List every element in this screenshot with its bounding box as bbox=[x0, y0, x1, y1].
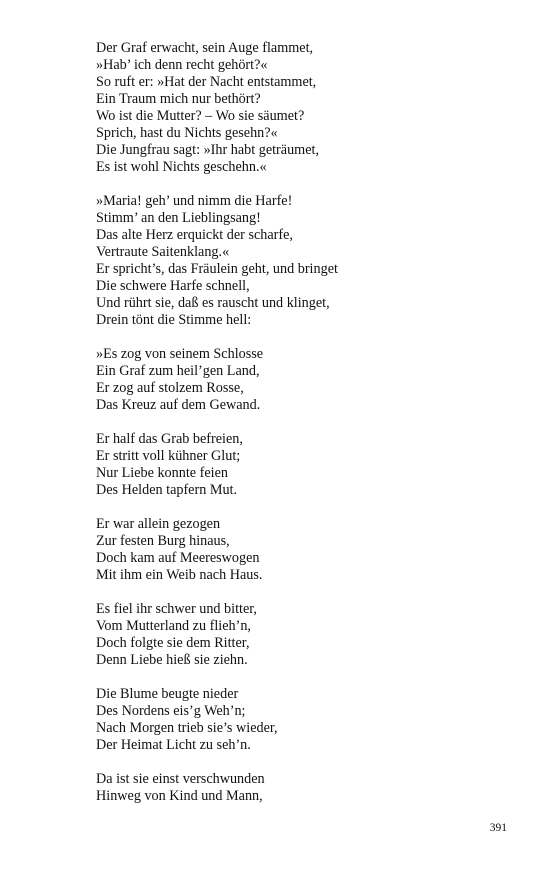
verse-line: Und rührt sie, daß es rauscht und klinget, bbox=[96, 295, 330, 311]
verse-line: Der Heimat Licht zu seh’n. bbox=[96, 737, 251, 753]
stanza bbox=[96, 771, 496, 805]
verse-line: Das alte Herz erquickt der scharfe, bbox=[96, 227, 293, 243]
verse-line: Es ist wohl Nichts geschehn.« bbox=[96, 159, 267, 175]
verse-line: Stimm’ an den Lieblingsang! bbox=[96, 210, 261, 226]
stanza bbox=[96, 431, 496, 499]
verse-line: Nur Liebe konnte feien bbox=[96, 465, 228, 481]
verse-line: Er war allein gezogen bbox=[96, 516, 221, 532]
verse-line: Hinweg von Kind und Mann, bbox=[96, 788, 263, 804]
verse-line: »Maria! geh’ und nimm die Harfe! bbox=[96, 193, 293, 209]
verse-line: Denn Liebe hieß sie ziehn. bbox=[96, 652, 248, 668]
verse-line: Mit ihm ein Weib nach Haus. bbox=[96, 567, 263, 583]
verse-line: Die Jungfrau sagt: »Ihr habt geträumet, bbox=[96, 142, 319, 158]
verse-line: Nach Morgen trieb sie’s wieder, bbox=[96, 720, 278, 736]
verse-line: Zur festen Burg hinaus, bbox=[96, 533, 230, 549]
verse-line: Sprich, hast du Nichts gesehn?« bbox=[96, 125, 278, 141]
verse-line: Drein tönt die Stimme hell: bbox=[96, 312, 252, 328]
verse-line: Es fiel ihr schwer und bitter, bbox=[96, 601, 257, 617]
verse-line: Wo ist die Mutter? – Wo sie säumet? bbox=[96, 108, 305, 124]
verse-line: Des Helden tapfern Mut. bbox=[96, 482, 238, 498]
verse-line: Die schwere Harfe schnell, bbox=[96, 278, 250, 294]
verse-line: Des Nordens eis’g Weh’n; bbox=[96, 703, 246, 719]
stanza bbox=[96, 346, 496, 414]
stanza bbox=[96, 686, 496, 754]
stanza bbox=[96, 40, 496, 176]
stanza bbox=[96, 193, 496, 329]
verse-line: »Es zog von seinem Schlosse bbox=[96, 346, 264, 362]
poem-text bbox=[96, 40, 496, 822]
verse-line: Vertraute Saitenklang.« bbox=[96, 244, 230, 260]
verse-line: Ein Traum mich nur bethört? bbox=[96, 91, 261, 107]
verse-line: »Hab’ ich denn recht gehört?« bbox=[96, 57, 268, 73]
verse-line: Er spricht’s, das Fräulein geht, und bringet bbox=[96, 261, 338, 277]
verse-line: Da ist sie einst verschwunden bbox=[96, 771, 265, 787]
verse-line: Ein Graf zum heil’gen Land, bbox=[96, 363, 260, 379]
page-number: 391 bbox=[489, 822, 507, 834]
verse-line: So ruft er: »Hat der Nacht entstammet, bbox=[96, 74, 317, 90]
verse-line: Er zog auf stolzem Rosse, bbox=[96, 380, 244, 396]
verse-line: Das Kreuz auf dem Gewand. bbox=[96, 397, 261, 413]
verse-line: Doch folgte sie dem Ritter, bbox=[96, 635, 250, 651]
verse-line: Die Blume beugte nieder bbox=[96, 686, 239, 702]
verse-line: Doch kam auf Meereswogen bbox=[96, 550, 260, 566]
stanza bbox=[96, 516, 496, 584]
stanza bbox=[96, 601, 496, 669]
verse-line: Er stritt voll kühner Glut; bbox=[96, 448, 241, 464]
verse-line: Der Graf erwacht, sein Auge flammet, bbox=[96, 40, 314, 56]
verse-line: Vom Mutterland zu flieh’n, bbox=[96, 618, 251, 634]
verse-line: Er half das Grab befreien, bbox=[96, 431, 243, 447]
